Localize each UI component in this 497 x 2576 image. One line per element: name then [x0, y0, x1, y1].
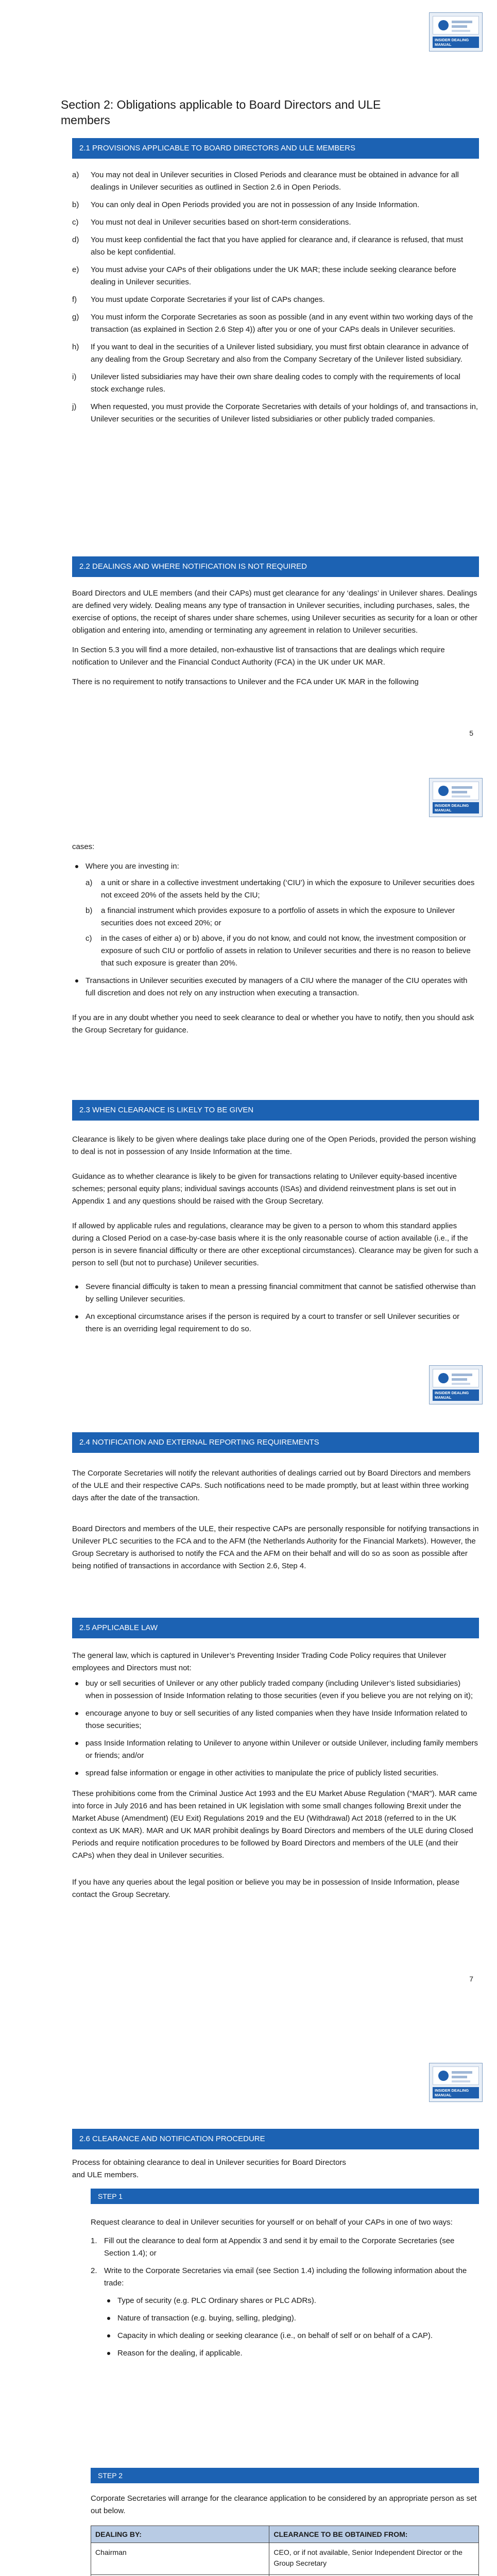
- item-text: You must not deal in Unilever securities based on short-term considerations.: [91, 218, 351, 227]
- numbered-text: Fill out the clearance to deal form at Appendix 3 and send it by email to the Corporate Secretaries (see Section 1.4); or: [104, 2236, 455, 2258]
- logo-illustration: [433, 2066, 479, 2085]
- logo-illustration: [433, 782, 479, 800]
- section-2-2-text: [72, 587, 479, 696]
- page-number: 7: [469, 1975, 473, 1983]
- item-text: You must advise your CAPs of their obligations under the UK MAR; these include seeking clearance before dealing in Unilever securities.: [91, 265, 456, 286]
- list-item: 1. Fill out the clearance to deal form at Appendix 3 and send it by email to the Corporate Secretaries (see Section 1.4); or: [91, 2236, 455, 2258]
- list-item: [72, 860, 479, 970]
- item-label: h): [72, 343, 79, 351]
- paragraph: If you have any queries about the legal position or believe you may be in possession of Inside Information, please contact the Group Secretary.: [72, 1878, 460, 1899]
- logo-band-text: INSIDER DEALING MANUAL: [433, 802, 479, 814]
- list-item: [72, 401, 479, 426]
- step-1-heading: STEP 1: [91, 2189, 479, 2204]
- list-item: [72, 341, 479, 366]
- section-title: Section 2: Obligations applicable to Board Directors and ULE members: [61, 98, 381, 127]
- section-2-6-intro: [72, 2157, 361, 2189]
- paragraph: Process for obtaining clearance to deal in Unilever securities for Board Directors and ULE members.: [72, 2158, 346, 2179]
- paragraph: Guidance as to whether clearance is likely to be given for transactions relating to Unilever equity-based incentive schemes; personal equity plans; individual savings accounts (ISAs) and dividend reinvestment plans is set out in Appendix 1 and any questions should be raised with the Group Secretary.: [72, 1172, 457, 1206]
- list-item: [72, 199, 479, 211]
- paragraph: If you are in any doubt whether you need to seek clearance to deal or whether you have to notify, then you should ask the Group Secretary for guidance.: [72, 1013, 474, 1035]
- paragraph: Board Directors and members of the ULE, their respective CAPs are personally responsible for notifying transactions in Unilever PLC securities to the FCA and to the AFM (the Netherlands Authority for the Financial Markets). However, the Group Secretary is authorised to notify the FCA and the AFM on their behalf and will do so as soon as possible after being notified of transactions in accordance with Section 2.6, Step 4.: [72, 1524, 479, 1570]
- sub-list-item: [85, 877, 479, 902]
- manual-logo: [429, 12, 483, 52]
- heading-2-3: 2.3 WHEN CLEARANCE IS LIKELY TO BE GIVEN: [72, 1100, 479, 1121]
- item-label: c): [85, 934, 92, 943]
- item-text: Unilever listed subsidiaries may have their own share dealing codes to comply with the requirements of local stock exchange rules.: [91, 372, 460, 394]
- item-label: b): [72, 200, 79, 209]
- list-2-1: [72, 169, 479, 431]
- item-label: b): [85, 906, 93, 915]
- numbered-text: Write to the Corporate Secretaries via email (see Section 1.4) including the following information about the trade:: [104, 2266, 467, 2287]
- list-item: 2. Write to the Corporate Secretaries via email (see Section 1.4) including the following information about the trade: Type of security (e.g. PLC Ordinary shares or PLC ADRs). Nature of transaction (e.g. buying, selling, pledging). Capacity in which dealing or seeking clearance (i.e., on behalf of self or on behalf of a CAP). Reason for the dealing, if applicable.: [91, 2265, 479, 2360]
- bullet-text: Transactions in Unilever securities executed by managers of a CIU where the manager of the CIU operates with full discretion and does not rely on any instruction when executing a transaction.: [85, 976, 468, 997]
- item-label: i): [72, 372, 77, 381]
- bullet-text: An exceptional circumstance arises if the person is required by a court to transfer or sell Unilever securities or there is an overriding legal requirement to do so.: [85, 1312, 460, 1333]
- paragraph: The general law, which is captured in Unilever’s Preventing Insider Trading Code Policy requires that Unilever employees and Directors must not:: [72, 1651, 447, 1672]
- item-label: e): [72, 265, 79, 274]
- list-item: [72, 1767, 479, 1780]
- sub-list-item: [85, 905, 479, 929]
- item-text: You can only deal in Open Periods provided you are not in possession of any Inside Information.: [91, 200, 420, 209]
- logo-illustration: [433, 16, 479, 35]
- item-text: a unit or share in a collective investment undertaking (‘CIU’) in which the exposure to Unilever securities does not exceed 20% of the assets held by the CIU;: [101, 878, 475, 900]
- paragraph: Board Directors and ULE members (and their CAPs) must get clearance for any ‘dealings’ in Unilever shares. Dealings are defined very widely. Dealing means any type of transaction in Unilever securities, including purchases, sales, the exercise of options, the receipt of shares under share schemes, using Unilever securities as security for a loan or other obligation and entering into, amending or terminating any agreement in relation to Unilever securities.: [72, 589, 478, 635]
- clearance-table: [91, 2526, 479, 2576]
- list-item: [72, 234, 479, 259]
- bullet-text: encourage anyone to buy or sell securities of any listed companies when they have Inside Information related to those securities;: [85, 1709, 468, 1730]
- item-text: You must keep confidential the fact that you have applied for clearance and, if clearance is refused, that must also be kept confidential.: [91, 235, 464, 257]
- item-text: If you want to deal in the securities of a Unilever listed subsidiary, you must first obtain clearance in advance of any dealing from the Group Secretary and also from the Company Secretary of the Unilever listed subsidiary.: [91, 343, 469, 364]
- bullet-text: Severe financial difficulty is taken to mean a pressing financial commitment that cannot be satisfied otherwise than by selling Unilever securities.: [85, 1282, 476, 1303]
- item-label: a): [72, 171, 79, 179]
- heading-2-1: 2.1 PROVISIONS APPLICABLE TO BOARD DIRECTORS AND ULE MEMBERS: [72, 138, 479, 159]
- bullet-text: pass Inside Information relating to Unilever to anyone within Unilever or outside Unilever, including family members or friends; and/or: [85, 1739, 478, 1760]
- section-2-3-text: [72, 1133, 479, 1341]
- item-label: d): [72, 235, 79, 244]
- logo-illustration: [433, 1369, 479, 1387]
- item-text: You may not deal in Unilever securities in Closed Periods and clearance must be obtained in advance for all dealings in Unilever securities as outlined in Section 2.6 in Open Periods.: [91, 171, 459, 192]
- list-item: [72, 371, 479, 396]
- bullet-text: spread false information or engage in other activities to manipulate the price of publicly listed securities.: [85, 1769, 439, 1777]
- paragraph: Request clearance to deal in Unilever securities for yourself or on behalf of your CAPs in one of two ways:: [91, 2218, 453, 2227]
- list-item: [72, 1737, 479, 1762]
- logo-band-text: INSIDER DEALING MANUAL: [433, 1389, 479, 1401]
- list-item: [72, 169, 479, 194]
- manual-logo: [429, 2063, 483, 2102]
- table-header-row: [91, 2526, 479, 2543]
- list-item: [72, 264, 479, 289]
- paragraph: Clearance is likely to be given where dealings take place during one of the Open Periods, provided the person wishing to deal is not in possession of any Inside Information at the time.: [72, 1135, 476, 1156]
- section-2-2-continued: [72, 841, 479, 1044]
- table-cell: CEO, or if not available, Senior Independent Director or the Group Secretary: [269, 2543, 479, 2575]
- item-label: c): [72, 218, 79, 227]
- list-item: [72, 311, 479, 336]
- bullet-text: Where you are investing in:: [85, 862, 179, 871]
- item-text: You must inform the Corporate Secretaries as soon as possible (and in any event within two working days of the transaction (as explained in Section 2.6 Step 4)) after you or one of your CAPs deals in Unilever securities.: [91, 313, 473, 334]
- page-5: [0, 0, 497, 737]
- column-header: CLEARANCE TO BE OBTAINED FROM:: [269, 2526, 479, 2543]
- list-item: [72, 1281, 479, 1306]
- paragraph: There is no requirement to notify transactions to Unilever and the FCA under UK MAR in the following: [72, 677, 419, 686]
- item-text: a financial instrument which provides exposure to a portfolio of assets in which the exposure to Unilever securities does not exceed 20%; or: [101, 906, 455, 927]
- heading-2-6: 2.6 CLEARANCE AND NOTIFICATION PROCEDURE: [72, 2129, 479, 2149]
- list-item: [72, 216, 479, 229]
- manual-logo: [429, 778, 483, 817]
- heading-2-2: 2.2 DEALINGS AND WHERE NOTIFICATION IS NOT REQUIRED: [72, 556, 479, 577]
- logo-band-text: INSIDER DEALING MANUAL: [433, 37, 479, 48]
- paragraph: In Section 5.3 you will find a more detailed, non-exhaustive list of transactions that are dealings which require notification to Unilever and the Financial Conduct Authority (FCA) in the UK under UK MAR.: [72, 646, 445, 667]
- section-2-4-text: [72, 1467, 479, 1580]
- list-item: [72, 1677, 479, 1702]
- list-item: [104, 2312, 479, 2325]
- list-item: [104, 2295, 479, 2307]
- list-item: [72, 294, 479, 306]
- column-header: DEALING BY:: [91, 2526, 269, 2543]
- paragraph: Corporate Secretaries will arrange for the clearance application to be considered by an appropriate person as set out below.: [91, 2494, 477, 2515]
- item-label: f): [72, 295, 77, 304]
- step-2-heading: STEP 2: [91, 2468, 479, 2483]
- paragraph: The Corporate Secretaries will notify the relevant authorities of dealings carried out by Board Directors and members of the ULE and their respective CAPs. Such notifications need to be made promptly, but at least within three working days after the date of the transaction.: [72, 1469, 471, 1502]
- item-label: j): [72, 402, 77, 411]
- list-item: [104, 2347, 479, 2360]
- list-item: [72, 975, 479, 999]
- bullet-text: Capacity in which dealing or seeking clearance (i.e., on behalf of self or on behalf of a CAP).: [117, 2331, 433, 2340]
- item-text: in the cases of either a) or b) above, if you do not know, and could not know, the investment composition or exposure of such CIU or portfolio of assets in relation to Unilever securities and there is no reason to believe that such exposure is greater than 20%.: [101, 934, 471, 968]
- item-label: g): [72, 313, 79, 321]
- sub-list-item: [85, 933, 479, 970]
- paragraph: These prohibitions come from the Criminal Justice Act 1993 and the EU Market Abuse Regulation (“MAR”). MAR came into force in July 2016 and has been retained in UK legislation with some small changes following Brexit under the Market Abuse (Amendment) (EU Exit) Regulations 2019 and the EU (Withdrawal) Act 2018 (referred to in the UK context as UK MAR). MAR and UK MAR prohibit dealings by Board Directors and members of the ULE during Closed Periods and require notification procedures to be followed by Board Directors and members of the ULE (and their CAPs) when they deal in Unilever securities.: [72, 1789, 477, 1860]
- page-number: 5: [469, 729, 473, 737]
- bullet-text: Reason for the dealing, if applicable.: [117, 2349, 243, 2358]
- table-row: [91, 2543, 479, 2575]
- list-item: [104, 2330, 479, 2342]
- heading-2-4: 2.4 NOTIFICATION AND EXTERNAL REPORTING REQUIREMENTS: [72, 1432, 479, 1453]
- item-text: When requested, you must provide the Corporate Secretaries with details of your holdings of, and transactions in, Unilever securities or the securities of Unilever listed subsidiaries or other publicly traded companies.: [91, 402, 478, 423]
- logo-band-text: INSIDER DEALING MANUAL: [433, 2087, 479, 2098]
- bullet-text: Type of security (e.g. PLC Ordinary shares or PLC ADRs).: [117, 2296, 316, 2305]
- bullet-text: buy or sell securities of Unilever or any other publicly traded company (including Unilever’s listed subsidiaries) when in possession of Inside Information relating to those securities (even if you believe you are not relying on it);: [85, 1679, 473, 1700]
- step-2-text: [91, 2493, 479, 2524]
- list-item: [72, 1311, 479, 1335]
- bullet-text: Nature of transaction (e.g. buying, selling, pledging).: [117, 2314, 296, 2323]
- heading-2-5: 2.5 APPLICABLE LAW: [72, 1618, 479, 1638]
- page-8: [0, 2050, 497, 2576]
- manual-logo: [429, 1365, 483, 1404]
- paragraph: cases:: [72, 842, 95, 851]
- item-text: You must update Corporate Secretaries if your list of CAPs changes.: [91, 295, 325, 304]
- list-item: [72, 1707, 479, 1732]
- item-label: a): [85, 878, 93, 887]
- page-7: [0, 1350, 497, 2053]
- step-1-text: [91, 2216, 479, 2365]
- section-2-5-text: [72, 1650, 479, 1908]
- table-cell: Chairman: [91, 2543, 269, 2575]
- paragraph: If allowed by applicable rules and regulations, clearance may be given to a person to whom this standard applies during a Closed Period on a case-by-case basis where it is the only reasonable course of action available (i.e., if the person is in severe financial difficulty or there are other exceptional circumstances). Clearance may be given for such a person to sell (but not to purchase) Unilever securities.: [72, 1222, 478, 1267]
